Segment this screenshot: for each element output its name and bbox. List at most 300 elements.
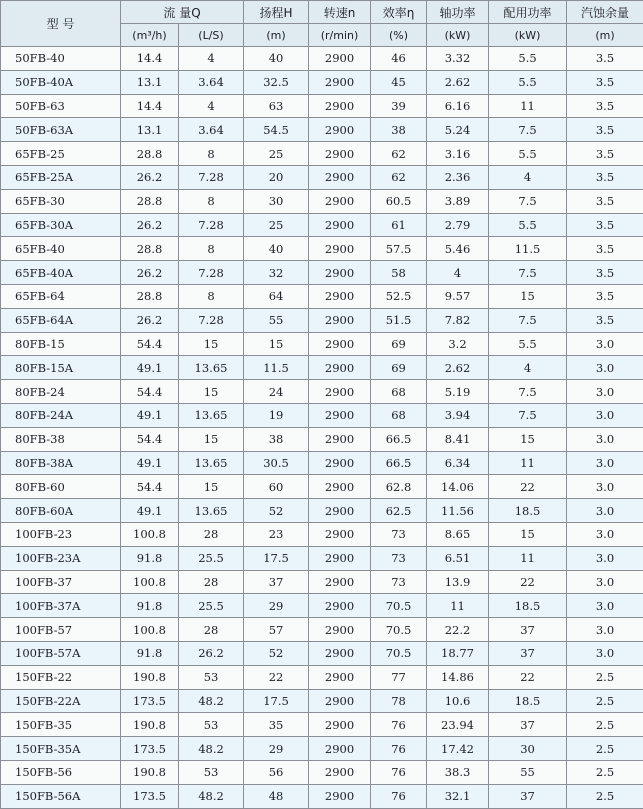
efficiency-cell: 62.8 (371, 475, 427, 499)
table-row (1, 237, 643, 261)
table-row (1, 522, 643, 546)
flow-m3h-cell: 54.4 (121, 380, 179, 404)
model-cell: 65FB-40 (1, 237, 121, 261)
model-cell: 65FB-64A (1, 308, 121, 332)
flow-m3h-cell: 91.8 (121, 546, 179, 570)
table-row (1, 142, 643, 166)
flow-ls-cell: 25.5 (179, 594, 244, 618)
efficiency-cell: 77 (371, 665, 427, 689)
speed-cell: 2900 (309, 189, 371, 213)
header-speed: 转速n (309, 1, 371, 24)
header-flow-unit-ls: (L/S) (179, 24, 244, 47)
motor-power-cell: 4 (489, 165, 567, 189)
flow-m3h-cell: 26.2 (121, 165, 179, 189)
shaft-power-cell: 4 (427, 261, 489, 285)
shaft-power-cell: 3.94 (427, 403, 489, 427)
motor-power-cell: 7.5 (489, 403, 567, 427)
flow-m3h-cell: 28.8 (121, 237, 179, 261)
speed-cell: 2900 (309, 784, 371, 808)
head-cell: 38 (244, 427, 309, 451)
npsh-cell: 2.5 (567, 665, 643, 689)
motor-power-cell: 18.5 (489, 689, 567, 713)
flow-ls-cell: 7.28 (179, 165, 244, 189)
head-cell: 40 (244, 47, 309, 71)
motor-power-cell: 37 (489, 784, 567, 808)
speed-cell: 2900 (309, 332, 371, 356)
npsh-cell: 3.0 (567, 451, 643, 475)
table-header (1, 1, 643, 47)
speed-cell: 2900 (309, 47, 371, 71)
shaft-power-cell: 11 (427, 594, 489, 618)
flow-m3h-cell: 54.4 (121, 332, 179, 356)
efficiency-cell: 73 (371, 570, 427, 594)
flow-m3h-cell: 28.8 (121, 189, 179, 213)
flow-m3h-cell: 26.2 (121, 213, 179, 237)
motor-power-cell: 11 (489, 94, 567, 118)
table-row (1, 189, 643, 213)
efficiency-cell: 76 (371, 713, 427, 737)
table-body (1, 47, 643, 809)
efficiency-cell: 66.5 (371, 427, 427, 451)
table-row (1, 570, 643, 594)
flow-ls-cell: 15 (179, 380, 244, 404)
motor-power-cell: 18.5 (489, 499, 567, 523)
model-cell: 80FB-15A (1, 356, 121, 380)
speed-cell: 2900 (309, 665, 371, 689)
shaft-power-cell: 6.34 (427, 451, 489, 475)
motor-power-cell: 4 (489, 356, 567, 380)
table-row (1, 499, 643, 523)
npsh-cell: 2.5 (567, 689, 643, 713)
table-row (1, 118, 643, 142)
model-cell: 150FB-35 (1, 713, 121, 737)
head-cell: 64 (244, 284, 309, 308)
efficiency-cell: 69 (371, 356, 427, 380)
shaft-power-cell: 14.86 (427, 665, 489, 689)
table-row (1, 94, 643, 118)
flow-m3h-cell: 49.1 (121, 499, 179, 523)
motor-power-cell: 7.5 (489, 118, 567, 142)
header-efficiency-unit: (%) (371, 24, 427, 47)
npsh-cell: 3.5 (567, 261, 643, 285)
flow-ls-cell: 13.65 (179, 403, 244, 427)
motor-power-cell: 5.5 (489, 47, 567, 71)
model-cell: 65FB-25 (1, 142, 121, 166)
speed-cell: 2900 (309, 522, 371, 546)
model-cell: 150FB-56A (1, 784, 121, 808)
flow-m3h-cell: 190.8 (121, 760, 179, 784)
head-cell: 55 (244, 308, 309, 332)
npsh-cell: 3.5 (567, 284, 643, 308)
header-head-unit: (m) (244, 24, 309, 47)
efficiency-cell: 61 (371, 213, 427, 237)
model-cell: 50FB-40A (1, 70, 121, 94)
efficiency-cell: 76 (371, 760, 427, 784)
efficiency-cell: 73 (371, 522, 427, 546)
flow-m3h-cell: 173.5 (121, 689, 179, 713)
speed-cell: 2900 (309, 570, 371, 594)
model-cell: 150FB-22 (1, 665, 121, 689)
motor-power-cell: 37 (489, 713, 567, 737)
flow-ls-cell: 28 (179, 522, 244, 546)
flow-m3h-cell: 54.4 (121, 475, 179, 499)
shaft-power-cell: 6.51 (427, 546, 489, 570)
shaft-power-cell: 3.32 (427, 47, 489, 71)
shaft-power-cell: 2.62 (427, 70, 489, 94)
table-row (1, 737, 643, 761)
efficiency-cell: 62 (371, 142, 427, 166)
flow-ls-cell: 3.64 (179, 70, 244, 94)
efficiency-cell: 51.5 (371, 308, 427, 332)
flow-ls-cell: 15 (179, 332, 244, 356)
npsh-cell: 3.5 (567, 47, 643, 71)
flow-m3h-cell: 13.1 (121, 118, 179, 142)
flow-ls-cell: 13.65 (179, 451, 244, 475)
speed-cell: 2900 (309, 760, 371, 784)
head-cell: 56 (244, 760, 309, 784)
head-cell: 52 (244, 641, 309, 665)
shaft-power-cell: 3.16 (427, 142, 489, 166)
speed-cell: 2900 (309, 451, 371, 475)
model-cell: 150FB-22A (1, 689, 121, 713)
shaft-power-cell: 5.46 (427, 237, 489, 261)
header-model: 型 号 (1, 1, 121, 47)
table-row (1, 47, 643, 71)
npsh-cell: 3.0 (567, 427, 643, 451)
npsh-cell: 3.5 (567, 189, 643, 213)
header-head: 扬程H (244, 1, 309, 24)
flow-ls-cell: 3.64 (179, 118, 244, 142)
flow-ls-cell: 7.28 (179, 308, 244, 332)
flow-ls-cell: 48.2 (179, 689, 244, 713)
table-row (1, 356, 643, 380)
table-row (1, 784, 643, 808)
speed-cell: 2900 (309, 284, 371, 308)
head-cell: 37 (244, 570, 309, 594)
flow-m3h-cell: 13.1 (121, 70, 179, 94)
shaft-power-cell: 11.56 (427, 499, 489, 523)
efficiency-cell: 78 (371, 689, 427, 713)
flow-m3h-cell: 100.8 (121, 522, 179, 546)
speed-cell: 2900 (309, 237, 371, 261)
motor-power-cell: 30 (489, 737, 567, 761)
table-row (1, 70, 643, 94)
efficiency-cell: 58 (371, 261, 427, 285)
model-cell: 50FB-63A (1, 118, 121, 142)
table-row (1, 641, 643, 665)
table-row (1, 475, 643, 499)
header-efficiency: 效率η (371, 1, 427, 24)
speed-cell: 2900 (309, 546, 371, 570)
head-cell: 17.5 (244, 689, 309, 713)
table-row (1, 689, 643, 713)
table-row (1, 665, 643, 689)
efficiency-cell: 39 (371, 94, 427, 118)
flow-ls-cell: 48.2 (179, 737, 244, 761)
motor-power-cell: 37 (489, 641, 567, 665)
head-cell: 60 (244, 475, 309, 499)
flow-m3h-cell: 100.8 (121, 570, 179, 594)
motor-power-cell: 37 (489, 618, 567, 642)
head-cell: 24 (244, 380, 309, 404)
header-npsh: 汽蚀余量 (567, 1, 643, 24)
speed-cell: 2900 (309, 356, 371, 380)
npsh-cell: 3.0 (567, 618, 643, 642)
npsh-cell: 3.5 (567, 237, 643, 261)
model-cell: 80FB-60 (1, 475, 121, 499)
motor-power-cell: 7.5 (489, 189, 567, 213)
motor-power-cell: 5.5 (489, 213, 567, 237)
shaft-power-cell: 6.16 (427, 94, 489, 118)
motor-power-cell: 7.5 (489, 261, 567, 285)
speed-cell: 2900 (309, 213, 371, 237)
flow-m3h-cell: 173.5 (121, 737, 179, 761)
flow-m3h-cell: 190.8 (121, 713, 179, 737)
model-cell: 100FB-57 (1, 618, 121, 642)
motor-power-cell: 22 (489, 475, 567, 499)
npsh-cell: 2.5 (567, 760, 643, 784)
shaft-power-cell: 8.65 (427, 522, 489, 546)
model-cell: 80FB-24 (1, 380, 121, 404)
head-cell: 54.5 (244, 118, 309, 142)
flow-m3h-cell: 49.1 (121, 451, 179, 475)
head-cell: 17.5 (244, 546, 309, 570)
npsh-cell: 3.0 (567, 356, 643, 380)
shaft-power-cell: 17.42 (427, 737, 489, 761)
table-row (1, 380, 643, 404)
efficiency-cell: 62.5 (371, 499, 427, 523)
efficiency-cell: 73 (371, 546, 427, 570)
efficiency-cell: 70.5 (371, 641, 427, 665)
speed-cell: 2900 (309, 70, 371, 94)
flow-ls-cell: 13.65 (179, 356, 244, 380)
efficiency-cell: 38 (371, 118, 427, 142)
model-cell: 80FB-38A (1, 451, 121, 475)
speed-cell: 2900 (309, 261, 371, 285)
header-speed-unit: (r/min) (309, 24, 371, 47)
flow-ls-cell: 53 (179, 760, 244, 784)
speed-cell: 2900 (309, 427, 371, 451)
table-row (1, 165, 643, 189)
flow-ls-cell: 13.65 (179, 499, 244, 523)
head-cell: 30 (244, 189, 309, 213)
flow-m3h-cell: 173.5 (121, 784, 179, 808)
head-cell: 23 (244, 522, 309, 546)
efficiency-cell: 52.5 (371, 284, 427, 308)
model-cell: 50FB-40 (1, 47, 121, 71)
flow-m3h-cell: 28.8 (121, 142, 179, 166)
model-cell: 50FB-63 (1, 94, 121, 118)
npsh-cell: 3.0 (567, 475, 643, 499)
efficiency-cell: 62 (371, 165, 427, 189)
efficiency-cell: 57.5 (371, 237, 427, 261)
speed-cell: 2900 (309, 499, 371, 523)
flow-ls-cell: 26.2 (179, 641, 244, 665)
flow-m3h-cell: 100.8 (121, 618, 179, 642)
speed-cell: 2900 (309, 94, 371, 118)
head-cell: 15 (244, 332, 309, 356)
shaft-power-cell: 5.24 (427, 118, 489, 142)
flow-ls-cell: 7.28 (179, 261, 244, 285)
header-flow: 流 量Q (121, 1, 244, 24)
head-cell: 32.5 (244, 70, 309, 94)
efficiency-cell: 76 (371, 737, 427, 761)
head-cell: 52 (244, 499, 309, 523)
shaft-power-cell: 32.1 (427, 784, 489, 808)
speed-cell: 2900 (309, 737, 371, 761)
model-cell: 100FB-57A (1, 641, 121, 665)
head-cell: 20 (244, 165, 309, 189)
flow-m3h-cell: 91.8 (121, 594, 179, 618)
speed-cell: 2900 (309, 380, 371, 404)
table-row (1, 760, 643, 784)
motor-power-cell: 11.5 (489, 237, 567, 261)
npsh-cell: 3.0 (567, 546, 643, 570)
head-cell: 25 (244, 142, 309, 166)
shaft-power-cell: 38.3 (427, 760, 489, 784)
shaft-power-cell: 7.82 (427, 308, 489, 332)
efficiency-cell: 46 (371, 47, 427, 71)
npsh-cell: 3.0 (567, 594, 643, 618)
head-cell: 35 (244, 713, 309, 737)
table-row (1, 427, 643, 451)
motor-power-cell: 55 (489, 760, 567, 784)
motor-power-cell: 18.5 (489, 594, 567, 618)
shaft-power-cell: 2.79 (427, 213, 489, 237)
flow-m3h-cell: 54.4 (121, 427, 179, 451)
npsh-cell: 3.5 (567, 118, 643, 142)
table-row (1, 546, 643, 570)
flow-ls-cell: 48.2 (179, 784, 244, 808)
header-motor-power: 配用功率 (489, 1, 567, 24)
head-cell: 30.5 (244, 451, 309, 475)
npsh-cell: 3.0 (567, 332, 643, 356)
shaft-power-cell: 14.06 (427, 475, 489, 499)
header-shaft-power-unit: (kW) (427, 24, 489, 47)
npsh-cell: 3.0 (567, 499, 643, 523)
flow-m3h-cell: 49.1 (121, 403, 179, 427)
npsh-cell: 3.0 (567, 403, 643, 427)
motor-power-cell: 22 (489, 570, 567, 594)
header-npsh-unit: (m) (567, 24, 643, 47)
motor-power-cell: 7.5 (489, 380, 567, 404)
shaft-power-cell: 13.9 (427, 570, 489, 594)
table-row (1, 618, 643, 642)
flow-m3h-cell: 26.2 (121, 308, 179, 332)
speed-cell: 2900 (309, 641, 371, 665)
speed-cell: 2900 (309, 142, 371, 166)
npsh-cell: 3.5 (567, 213, 643, 237)
efficiency-cell: 76 (371, 784, 427, 808)
table-row (1, 261, 643, 285)
motor-power-cell: 22 (489, 665, 567, 689)
speed-cell: 2900 (309, 689, 371, 713)
shaft-power-cell: 18.77 (427, 641, 489, 665)
model-cell: 100FB-37A (1, 594, 121, 618)
shaft-power-cell: 3.2 (427, 332, 489, 356)
efficiency-cell: 70.5 (371, 618, 427, 642)
motor-power-cell: 5.5 (489, 142, 567, 166)
efficiency-cell: 70.5 (371, 594, 427, 618)
head-cell: 29 (244, 594, 309, 618)
shaft-power-cell: 9.57 (427, 284, 489, 308)
model-cell: 80FB-60A (1, 499, 121, 523)
model-cell: 150FB-35A (1, 737, 121, 761)
table-row (1, 451, 643, 475)
head-cell: 25 (244, 213, 309, 237)
model-cell: 65FB-40A (1, 261, 121, 285)
model-cell: 65FB-30 (1, 189, 121, 213)
efficiency-cell: 68 (371, 380, 427, 404)
speed-cell: 2900 (309, 475, 371, 499)
head-cell: 22 (244, 665, 309, 689)
shaft-power-cell: 8.41 (427, 427, 489, 451)
speed-cell: 2900 (309, 403, 371, 427)
npsh-cell: 3.5 (567, 165, 643, 189)
motor-power-cell: 11 (489, 546, 567, 570)
header-motor-power-unit: (kW) (489, 24, 567, 47)
head-cell: 63 (244, 94, 309, 118)
table-row (1, 594, 643, 618)
motor-power-cell: 7.5 (489, 308, 567, 332)
model-cell: 65FB-25A (1, 165, 121, 189)
flow-ls-cell: 8 (179, 142, 244, 166)
model-cell: 100FB-23A (1, 546, 121, 570)
head-cell: 57 (244, 618, 309, 642)
head-cell: 29 (244, 737, 309, 761)
shaft-power-cell: 2.36 (427, 165, 489, 189)
flow-m3h-cell: 49.1 (121, 356, 179, 380)
table-row (1, 713, 643, 737)
shaft-power-cell: 3.89 (427, 189, 489, 213)
header-flow-unit-m3h: (m³/h) (121, 24, 179, 47)
flow-m3h-cell: 14.4 (121, 94, 179, 118)
npsh-cell: 3.5 (567, 308, 643, 332)
head-cell: 40 (244, 237, 309, 261)
shaft-power-cell: 23.94 (427, 713, 489, 737)
flow-ls-cell: 8 (179, 237, 244, 261)
model-cell: 80FB-38 (1, 427, 121, 451)
npsh-cell: 3.5 (567, 142, 643, 166)
head-cell: 32 (244, 261, 309, 285)
npsh-cell: 2.5 (567, 713, 643, 737)
flow-ls-cell: 8 (179, 189, 244, 213)
speed-cell: 2900 (309, 165, 371, 189)
model-cell: 80FB-15 (1, 332, 121, 356)
npsh-cell: 2.5 (567, 737, 643, 761)
shaft-power-cell: 10.6 (427, 689, 489, 713)
speed-cell: 2900 (309, 308, 371, 332)
flow-ls-cell: 53 (179, 665, 244, 689)
flow-m3h-cell: 26.2 (121, 261, 179, 285)
motor-power-cell: 15 (489, 284, 567, 308)
flow-ls-cell: 4 (179, 47, 244, 71)
model-cell: 100FB-37 (1, 570, 121, 594)
flow-ls-cell: 8 (179, 284, 244, 308)
model-cell: 150FB-56 (1, 760, 121, 784)
speed-cell: 2900 (309, 713, 371, 737)
flow-m3h-cell: 190.8 (121, 665, 179, 689)
table-row (1, 403, 643, 427)
head-cell: 19 (244, 403, 309, 427)
motor-power-cell: 5.5 (489, 70, 567, 94)
flow-ls-cell: 15 (179, 475, 244, 499)
speed-cell: 2900 (309, 118, 371, 142)
flow-ls-cell: 53 (179, 713, 244, 737)
flow-ls-cell: 28 (179, 570, 244, 594)
npsh-cell: 2.5 (567, 784, 643, 808)
speed-cell: 2900 (309, 594, 371, 618)
